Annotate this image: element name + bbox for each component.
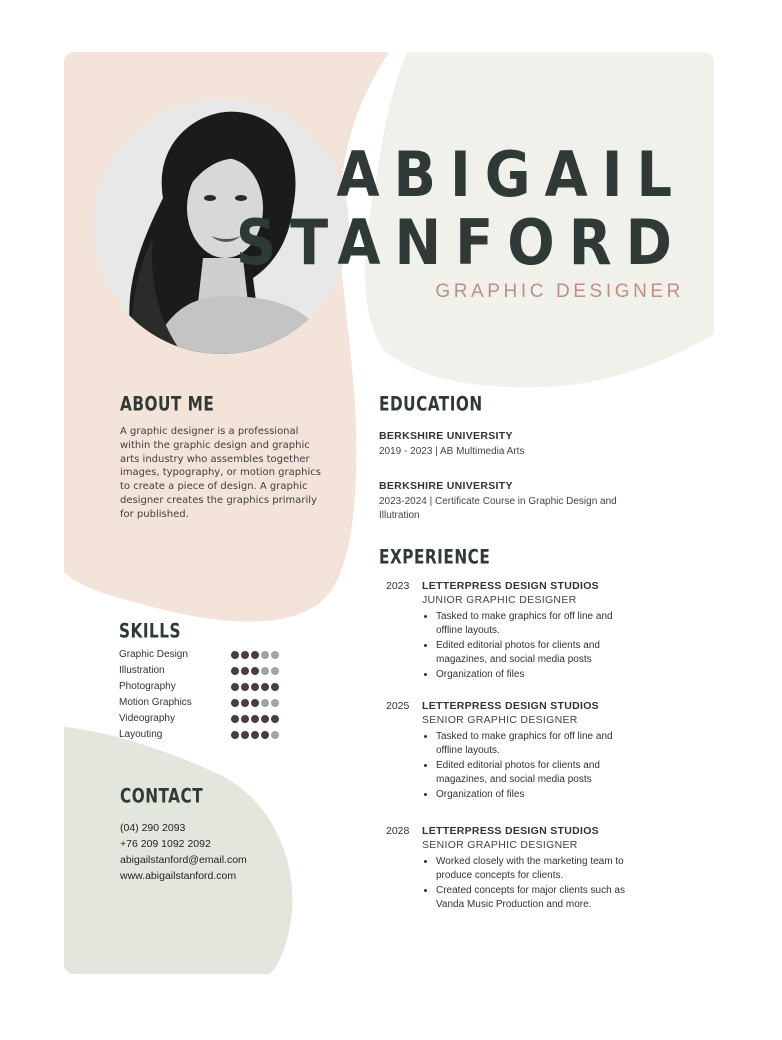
rating-dot-filled — [231, 667, 239, 675]
about-text: A graphic designer is a professional within the graphic design and graphic arts industry who assembles together images, typography, or motion graphics to create a piece of design. A graphic designer creates the graphics primarily for published. — [120, 426, 321, 520]
skill-rating — [231, 683, 279, 691]
experience-company: LETTERPRESS DESIGN STUDIOS — [422, 580, 599, 592]
education-school: BERKSHIRE UNIVERSITY — [379, 430, 513, 442]
education-detail: 2019 - 2023 | AB Multimedia Arts — [379, 446, 525, 457]
education-heading: EDUCATION — [379, 393, 483, 416]
about-heading: ABOUT ME — [120, 393, 215, 416]
contact-phone-1: (04) 290 2093 — [120, 822, 186, 834]
experience-bullet: • Created concepts for major clients such as Vanda Music Production and more. — [436, 884, 636, 913]
skills-heading: SKILLS — [119, 620, 182, 643]
rating-dot-empty — [271, 699, 279, 707]
skill-rating — [231, 731, 279, 739]
rating-dot-empty — [271, 731, 279, 739]
skill-label: Videography — [119, 713, 175, 724]
experience-bullets — [422, 610, 636, 682]
rating-dot-filled — [251, 651, 259, 659]
skill-label: Layouting — [119, 729, 163, 740]
rating-dot-filled — [231, 683, 239, 691]
rating-dot-filled — [241, 715, 249, 723]
experience-bullet: • Tasked to make graphics for off line and offline layouts. — [436, 730, 636, 759]
skill-label: Motion Graphics — [119, 697, 192, 708]
experience-bullets — [422, 730, 636, 802]
experience-heading: EXPERIENCE — [379, 546, 491, 569]
rating-dot-filled — [231, 715, 239, 723]
rating-dot-filled — [241, 699, 249, 707]
experience-bullet: • Organization of files — [436, 668, 636, 682]
rating-dot-empty — [261, 699, 269, 707]
skill-row — [119, 681, 299, 697]
experience-title: SENIOR GRAPHIC DESIGNER — [422, 839, 578, 851]
experience-bullets — [422, 855, 636, 913]
skill-rating — [231, 667, 279, 675]
rating-dot-filled — [271, 715, 279, 723]
rating-dot-filled — [231, 731, 239, 739]
experience-company: LETTERPRESS DESIGN STUDIOS — [422, 825, 599, 837]
skill-row — [119, 697, 299, 713]
rating-dot-filled — [271, 683, 279, 691]
rating-dot-filled — [261, 731, 269, 739]
experience-year: 2023 — [386, 580, 410, 592]
rating-dot-filled — [261, 683, 269, 691]
rating-dot-empty — [261, 651, 269, 659]
education-detail: 2023-2024 | Certificate Course in Graphic Design and Illutration — [379, 496, 617, 521]
experience-title: JUNIOR GRAPHIC DESIGNER — [422, 594, 577, 606]
skill-row — [119, 729, 299, 745]
education-item — [379, 430, 629, 459]
rating-dot-filled — [251, 715, 259, 723]
skill-rating — [231, 699, 279, 707]
contact-phone-2: +76 209 1092 2092 — [120, 838, 211, 850]
rating-dot-filled — [241, 683, 249, 691]
experience-company: LETTERPRESS DESIGN STUDIOS — [422, 700, 599, 712]
rating-dot-filled — [241, 651, 249, 659]
skills-list — [119, 649, 299, 745]
experience-title: SENIOR GRAPHIC DESIGNER — [422, 714, 578, 726]
contact-heading: CONTACT — [120, 785, 204, 808]
education-school: BERKSHIRE UNIVERSITY — [379, 480, 513, 492]
skill-label: Photography — [119, 681, 176, 692]
contact-block — [120, 820, 247, 884]
skill-row — [119, 649, 299, 665]
rating-dot-filled — [251, 699, 259, 707]
experience-year: 2028 — [386, 825, 410, 837]
experience-bullet: • Edited editorial photos for clients and magazines, and social media posts — [436, 639, 636, 668]
rating-dot-filled — [241, 667, 249, 675]
job-title: GRAPHIC DESIGNER — [435, 281, 684, 302]
rating-dot-empty — [271, 667, 279, 675]
experience-bullet: • Organization of files — [436, 788, 636, 802]
last-name: STANFORD — [235, 206, 686, 279]
rating-dot-filled — [251, 683, 259, 691]
skill-row — [119, 665, 299, 681]
rating-dot-filled — [251, 667, 259, 675]
contact-email[interactable]: abigailstanford@email.com — [120, 854, 247, 866]
rating-dot-filled — [261, 715, 269, 723]
skill-label: Graphic Design — [119, 649, 188, 660]
experience-bullet: • Tasked to make graphics for off line and offline layouts. — [436, 610, 636, 639]
rating-dot-filled — [231, 699, 239, 707]
first-name: ABIGAIL — [336, 138, 686, 211]
rating-dot-filled — [251, 731, 259, 739]
rating-dot-filled — [241, 731, 249, 739]
skill-label: Illustration — [119, 665, 165, 676]
education-item — [379, 480, 629, 523]
contact-website[interactable]: www.abigailstanford.com — [120, 870, 237, 882]
experience-bullet: • Edited editorial photos for clients and magazines, and social media posts — [436, 759, 636, 788]
rating-dot-empty — [261, 667, 269, 675]
rating-dot-empty — [271, 651, 279, 659]
skill-rating — [231, 651, 279, 659]
experience-year: 2025 — [386, 700, 410, 712]
skill-rating — [231, 715, 279, 723]
rating-dot-filled — [231, 651, 239, 659]
skill-row — [119, 713, 299, 729]
experience-bullet: • Worked closely with the marketing team to produce concepts for clients. — [436, 855, 636, 884]
